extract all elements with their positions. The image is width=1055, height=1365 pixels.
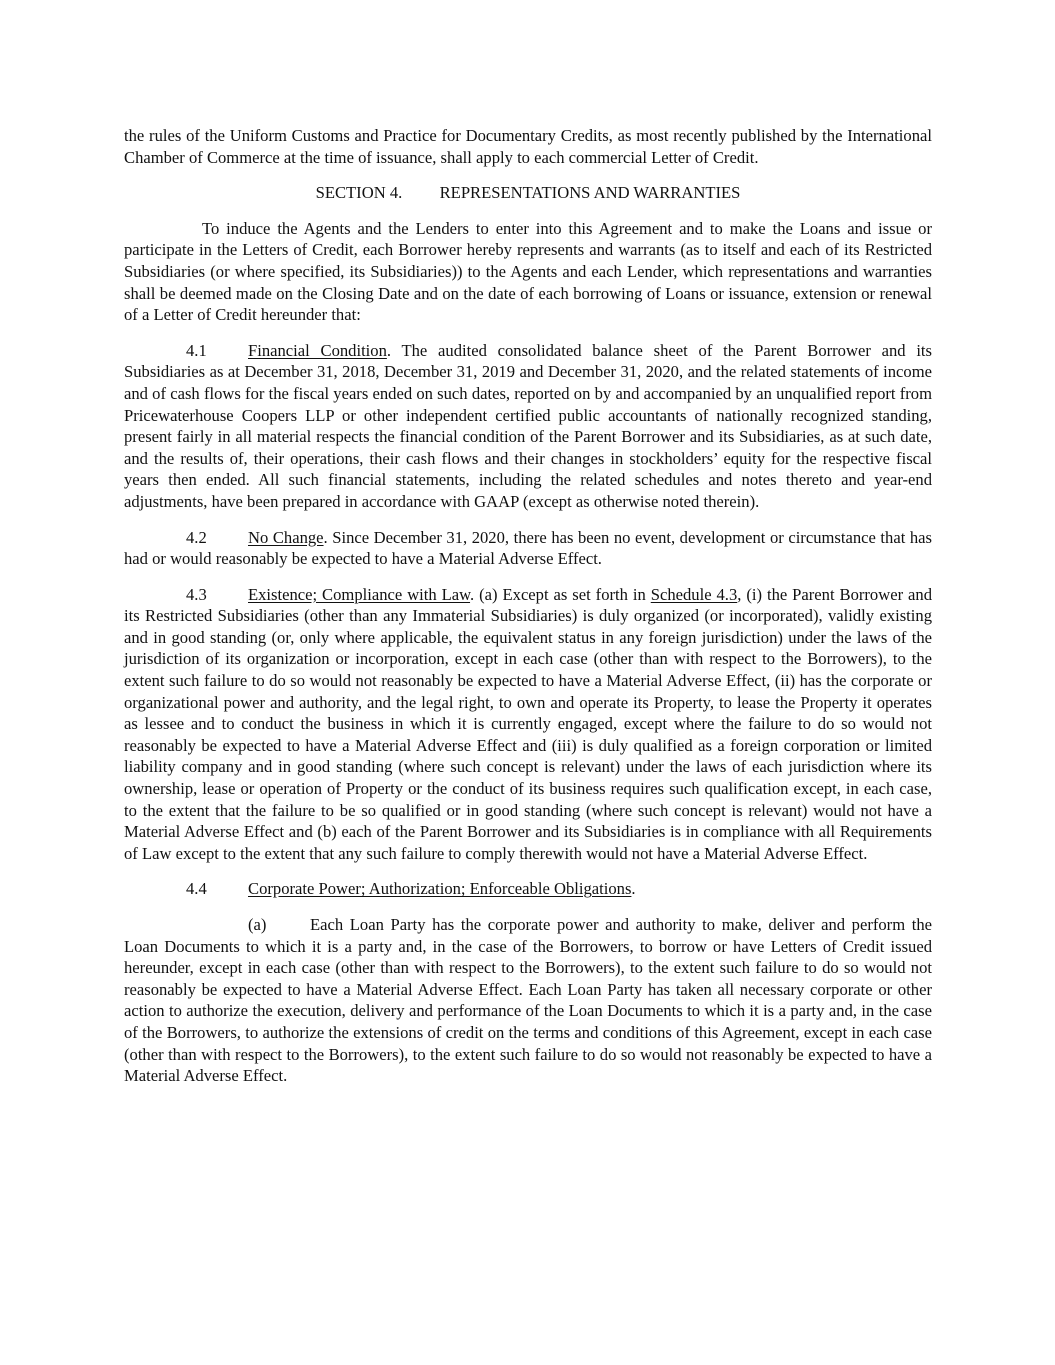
subsection-body: . Since December 31, 2020, there has been no event, development or circumstance that has had or would reasonably be expected to have a Material Adverse Effect. (124, 527, 932, 569)
section-number: SECTION 4. (315, 183, 403, 203)
subsection-body-post: , (i) the Parent Borrower and its Restricted Subsidiaries (other than any Immaterial Subsidiaries) is duly organized (or incorporated), validly existing and in good standing (or, only where applicable, the equivalent status in any foreign jurisdiction) under the laws of the jurisdiction of its organization or incorporation, except in each case (other than with respect to the Borrowers), to the extent such failure to do so would not reasonably be expected to have a Material Adverse Effect, (ii) has the corporate or organizational power and authority, and the legal right, to own and operate its Property, to lease the Property it operates as lessee and to conduct the business in which it is currently engaged, except where the failure to do so would not reasonably be expected to have a Material Adverse Effect and (iii) is duly qualified as a foreign corporation or limited liability company and in good standing (where such concept is relevant) under the laws of each jurisdiction where its ownership, lease or operation of Property or the conduct of its business requires such qualification except, in each case, to the extent that the failure to be so qualified or in good standing (where such concept is relevant) would not have a Material Adverse Effect and (b) each of the Parent Borrower and its Subsidiaries is in compliance with all Requirements of Law except to the extent that any such failure to comply therewith would not have a Material Adverse Effect. (124, 584, 933, 863)
subsection-title: Financial Condition (248, 340, 387, 360)
subsection-title: Existence; Compliance with Law (248, 584, 471, 604)
subsection-body: . The audited consolidated balance sheet of the Parent Borrower and its Subsidiaries as at December 31, 2018, December 31, 2019 and December 31, 2020, and the related statements of income and of cash flows for the fiscal years ended on such dates, reported on by and accompanied by an unqualified report from Pricewaterhouse Coopers LLP or other independent certified public accountants of nationally recognized standing, present fairly in all material respects the financial condition of the Parent Borrower and its Subsidiaries, as at such date, and the results of, their operations, their cash flows and their changes in stockholders’ equity for the respective fiscal years then ended. All such financial statements, including the related schedules and notes thereto and year-end adjustments, have been prepared in accordance with GAAP (except as otherwise noted therein). (124, 340, 932, 511)
subsection-title: Corporate Power; Authorization; Enforceable Obligations (248, 879, 632, 899)
clause-label: (a) (248, 915, 267, 934)
section-title: REPRESENTATIONS AND WARRANTIES (439, 183, 741, 203)
document-page (124, 125, 932, 1101)
clause-body: Each Loan Party has the corporate power and authority to make, deliver and perform the Loan Documents to which it is a party and, in the case of the Borrowers, to borrow or have Letters of Credit issued hereunder, except in each case (other than with respect to the Borrowers), to the extent such failure to do so would not reasonably be expected to have a Material Adverse Effect. Each Loan Party has taken all necessary corporate or other action to authorize the execution, delivery and performance of the Loan Documents to which it is a party and, in the case of the Borrowers, to authorize the extensions of credit on the terms and conditions of this Agreement, except in each case (other than with respect to the Borrowers), to the extent such failure to do so would not reasonably be expected to have a Material Adverse Effect. (124, 915, 932, 1086)
schedule-reference: Schedule 4.3 (650, 584, 738, 604)
subsection-number: 4.4 (186, 879, 207, 899)
subsection-number: 4.2 (186, 527, 207, 547)
subsection-body-pre: . (a) Except as set forth in (470, 584, 651, 604)
subsection-title: No Change (248, 527, 324, 547)
subsection-number: 4.1 (186, 340, 207, 360)
subsection-4-4-heading (124, 878, 932, 900)
subsection-title-end: . (631, 879, 636, 899)
section-intro-paragraph: To induce the Agents and the Lenders to enter into this Agreement and to make the Loans and issue or participate in the Letters of Credit, each Borrower hereby represents and warrants (as to itself and each of its Restricted Subsidiaries (or where specified, its Subsidiaries)) to the Agents and each Lender, which representations and warranties shall be deemed made on the Closing Date and on the date of each borrowing of Loans or issuance, extension or renewal of a Letter of Credit hereunder that: (124, 218, 932, 325)
subsection-4-2 (124, 527, 932, 570)
subsection-number: 4.3 (186, 584, 207, 604)
subsection-4-3 (124, 584, 932, 865)
intro-continuation-paragraph: the rules of the Uniform Customs and Practice for Documentary Credits, as most recently published by the International Chamber of Commerce at the time of issuance, shall apply to each commercial Letter of Credit. (124, 126, 932, 167)
section-heading (124, 182, 932, 204)
subsection-4-4-a (124, 914, 932, 1087)
subsection-4-1 (124, 340, 932, 513)
